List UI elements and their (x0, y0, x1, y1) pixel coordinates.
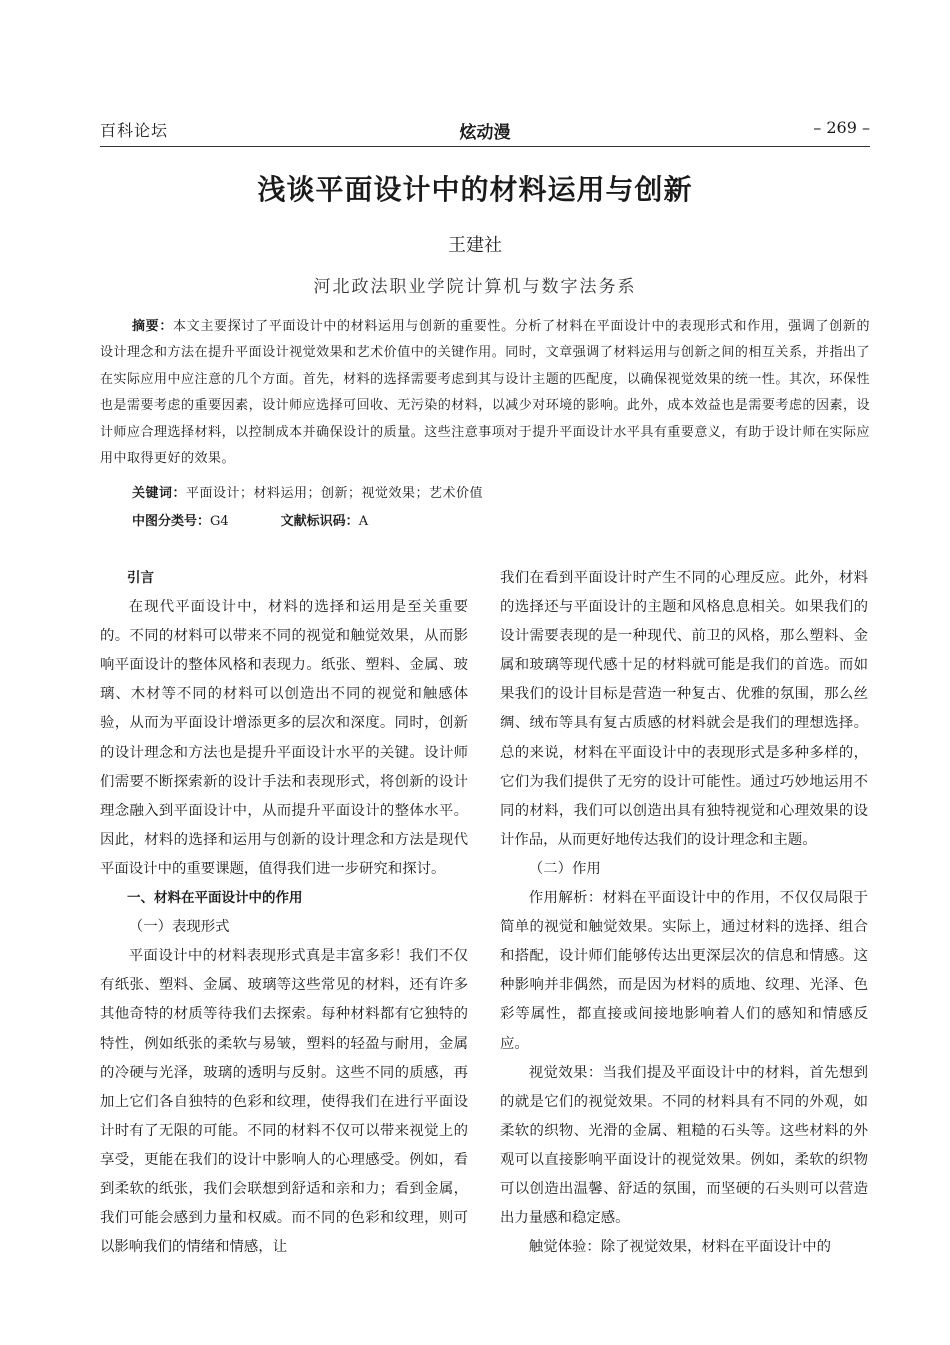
keywords-label: 关键词： (132, 486, 187, 501)
section-1-heading: 一、材料在平面设计中的作用 (127, 890, 303, 907)
doc-code-label: 文献标识码： (280, 514, 359, 529)
body-column-left (100, 564, 468, 1262)
journal-name: 炫动漫 (459, 123, 511, 143)
visual-effect-paragraph: 视觉效果：当我们提及平面设计中的材料，首先想到的就是它们的视觉效果。不同的材料具有不同的外观，如柔软的织物、光滑的金属、粗糙的石头等。这些材料的外观可以直接影响平面设计的视觉效果。例如，柔软的织物可以创造出温馨、舒适的氛围，而坚硬的石头则可以营造出力量感和稳定感。 (500, 1064, 868, 1227)
running-header (100, 118, 870, 146)
abstract (100, 314, 870, 472)
page-number: – 269 – (813, 118, 870, 137)
body-column-right (500, 564, 868, 1262)
keywords (132, 482, 483, 501)
subsection-2-heading: （二）作用 (528, 860, 601, 877)
subsection-2-paragraph: 作用解析：材料在平面设计中的作用，不仅仅局限于简单的视觉和触觉效果。实际上，通过材料的选择、组合和搭配，设计师们能够传达出更深层次的信息和情感。这种影响并非偶然，而是因为材料的质地、纹理、光泽、色彩等属性，都直接或间接地影响着人们的感知和情感反应。 (500, 890, 868, 1052)
intro-heading: 引言 (127, 570, 154, 586)
paper-title: 浅谈平面设计中的材料运用与创新 (257, 173, 693, 206)
author-name: 王建社 (448, 235, 502, 256)
author-affiliation: 河北政法职业学院计算机与数字法务系 (313, 277, 637, 297)
clc-label: 中图分类号： (132, 514, 211, 529)
subsection-1-paragraph: 平面设计中的材料表现形式真是丰富多彩！我们不仅有纸张、塑料、金属、玻璃等这些常见的材料，还有许多其他奇特的材质等待我们去探索。每种材料都有它独特的特性，例如纸张的柔软与易皱，塑料的轻盈与耐用，金属的冷硬与光泽，玻璃的透明与反射。这些不同的质感，再加上它们各自独特的色彩和纹理，使得我们在进行平面设计时有了无限的可能。不同的材料不仅可以带来视觉上的享受，更能在我们的设计中影响人的心理感受。例如，看到柔软的纸张，我们会联想到舒适和亲和力；看到金属，我们可能会感到力量和权威。而不同的色彩和纹理，则可以影响我们的情绪和情感，让 (100, 948, 468, 1256)
clc-value: G4 (210, 514, 229, 529)
intro-paragraph: 在现代平面设计中，材料的选择和运用是至关重要的。不同的材料可以带来不同的视觉和触觉效果，从而影响平面设计的整体风格和表现力。纸张、塑料、金属、玻璃、木材等不同的材料可以创造出不同的视觉和触感体验，从而为平面设计增添更多的层次和深度。同时，创新的设计理念和方法也是提升平面设计水平的关键。设计师们需要不断探索新的设计手法和表现形式，将创新的设计理念融入到平面设计中，从而提升平面设计的整体水平。因此，材料的选择和运用与创新的设计理念和方法是现代平面设计中的重要课题，值得我们进一步研究和探讨。 (100, 599, 468, 877)
doc-code-value: A (358, 514, 369, 529)
continued-paragraph: 我们在看到平面设计时产生不同的心理反应。此外，材料的选择还与平面设计的主题和风格息息相关。如果我们的设计需要表现的是一种现代、前卫的风格，那么塑料、金属和玻璃等现代感十足的材料就可能是我们的首选。而如果我们的设计目标是营造一种复古、优雅的氛围，那么丝绸、绒布等具有复古质感的材料就会是我们的理想选择。总的来说，材料在平面设计中的表现形式是多种多样的，它们为我们提供了无穷的设计可能性。通过巧妙地运用不同的材料，我们可以创造出具有独特视觉和心理效果的设计作品，从而更好地传达我们的设计理念和主题。 (500, 570, 868, 848)
abstract-label: 摘要： (132, 319, 174, 334)
journal-section: 百科论坛 (100, 121, 169, 140)
tactile-paragraph: 触觉体验：除了视觉效果，材料在平面设计中的 (528, 1239, 832, 1256)
subsection-1-heading: （一）表现形式 (128, 919, 230, 936)
keywords-text: 平面设计；材料运用；创新；视觉效果；艺术价值 (186, 486, 484, 501)
classification-line (132, 510, 872, 529)
header-rule (100, 146, 870, 147)
abstract-text: 本文主要探讨了平面设计中的材料运用与创新的重要性。分析了材料在平面设计中的表现形式和作用，强调了创新的设计理念和方法在提升平面设计视觉效果和艺术价值中的关键作用。同时，文章强调了材料运用与创新之间的相互关系，并指出了在实际应用中应注意的几个方面。首先，材料的选择需要考虑到其与设计主题的匹配度，以确保视觉效果的统一性。其次，环保性也是需要考虑的重要因素，设计师应选择可回收、无污染的材料，以减少对环境的影响。此外，成本效益也是需要考虑的因素，设计师应合理选择材料，以控制成本并确保设计的质量。这些注意事项对于提升平面设计水平具有重要意义，有助于设计师在实际应用中取得更好的效果。 (100, 319, 870, 467)
